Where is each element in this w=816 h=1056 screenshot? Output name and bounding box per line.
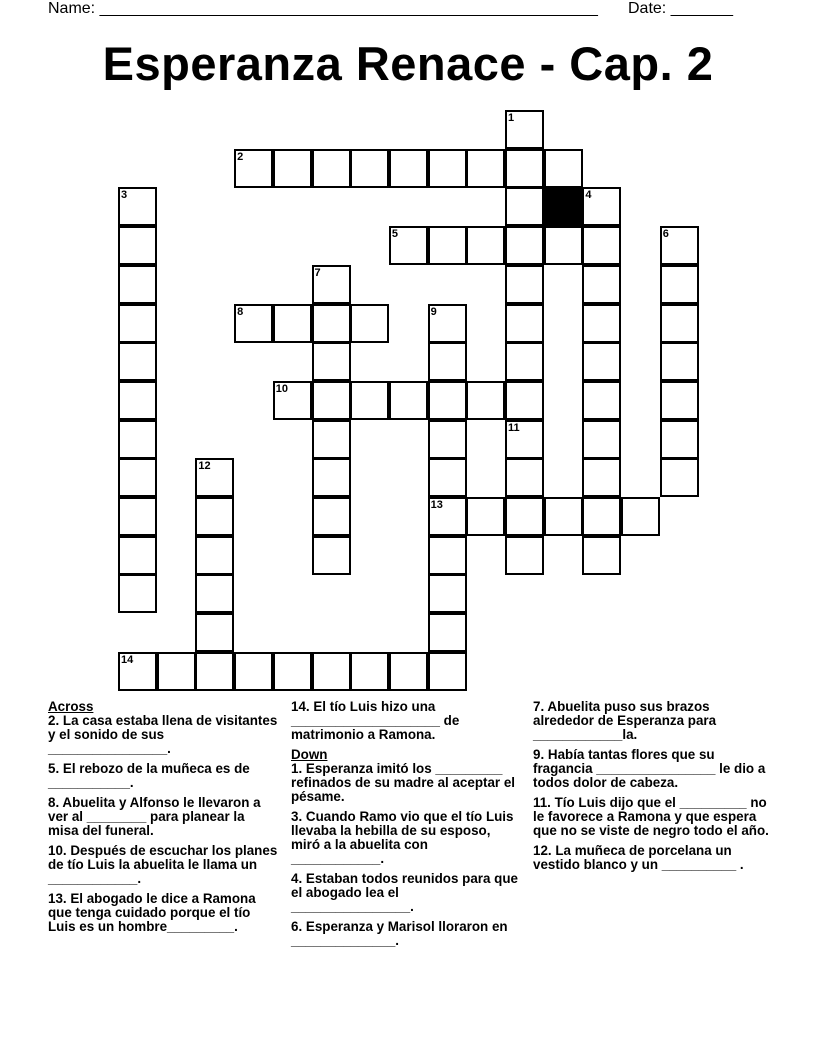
grid-cell[interactable] <box>582 187 621 226</box>
clue-across-10: 10. Después de escuchar los planes de tío Luis la abuelita le llama un ____________. <box>48 843 278 886</box>
grid-cell[interactable] <box>660 381 699 420</box>
grid-cell[interactable] <box>505 304 544 343</box>
grid-cell[interactable] <box>312 536 351 575</box>
grid-cell[interactable] <box>118 458 157 497</box>
grid-cell[interactable] <box>195 652 234 691</box>
grid-cell[interactable] <box>505 458 544 497</box>
grid-cell[interactable] <box>505 226 544 265</box>
grid-cell[interactable] <box>582 420 621 459</box>
clue-down-7: 7. Abuelita puso sus brazos alrededor de Esperanza para ____________la. <box>533 699 717 742</box>
name-line: Name: ________________________________________________________ <box>48 0 598 17</box>
grid-cell[interactable] <box>505 497 544 536</box>
clue-down-6: 6. Esperanza y Marisol lloraron en ______________. <box>291 919 508 948</box>
grid-cell[interactable] <box>544 149 583 188</box>
grid-cell[interactable] <box>544 226 583 265</box>
cell-number: 8 <box>237 305 244 318</box>
clue-down-3: 3. Cuando Ramo vio que el tío Luis llevaba la hebilla de su esposo, miró a la abuelita con ____________. <box>291 809 514 866</box>
grid-cell[interactable] <box>195 497 234 536</box>
grid-cell[interactable] <box>505 420 544 459</box>
grid-cell[interactable] <box>195 536 234 575</box>
grid-cell[interactable] <box>118 497 157 536</box>
grid-cell[interactable] <box>195 613 234 652</box>
grid-cell[interactable] <box>660 342 699 381</box>
grid-cell[interactable] <box>428 304 467 343</box>
grid-cell[interactable] <box>312 265 351 304</box>
grid-cell[interactable] <box>118 652 157 691</box>
grid-cell[interactable] <box>273 149 312 188</box>
grid-cell[interactable] <box>118 420 157 459</box>
grid-cell[interactable] <box>582 342 621 381</box>
grid-cell[interactable] <box>118 342 157 381</box>
cell-number: 2 <box>237 150 244 163</box>
clue-across-5: 5. El rebozo de la muñeca es de ___________. <box>48 761 250 790</box>
grid-cell[interactable] <box>660 304 699 343</box>
grid-cell[interactable] <box>312 149 351 188</box>
clues-column-3 <box>533 700 773 878</box>
down-heading: Down <box>291 747 328 762</box>
grid-cell[interactable] <box>466 381 505 420</box>
grid-cell[interactable] <box>312 420 351 459</box>
grid-cell[interactable] <box>312 342 351 381</box>
grid-cell[interactable] <box>582 458 621 497</box>
grid-cell[interactable] <box>389 226 428 265</box>
grid-cell[interactable] <box>273 304 312 343</box>
clue-across-13: 13. El abogado le dice a Ramona que tenga cuidado porque el tío Luis es un hombre_________. <box>48 891 256 934</box>
grid-cell[interactable] <box>273 652 312 691</box>
grid-cell[interactable] <box>428 458 467 497</box>
grid-cell[interactable] <box>118 574 157 613</box>
date-line: Date: _______ <box>628 0 733 17</box>
grid-cell[interactable] <box>505 149 544 188</box>
grid-cell[interactable] <box>505 536 544 575</box>
grid-cell[interactable] <box>234 652 273 691</box>
grid-cell[interactable] <box>157 652 196 691</box>
grid-cell[interactable] <box>466 226 505 265</box>
grid-cell[interactable] <box>544 497 583 536</box>
cell-number: 10 <box>275 382 289 395</box>
across-heading: Across <box>48 699 94 714</box>
grid-cell[interactable] <box>660 226 699 265</box>
cell-number: 9 <box>430 305 437 318</box>
grid-cell[interactable] <box>118 265 157 304</box>
grid-cell[interactable] <box>118 536 157 575</box>
grid-cell[interactable] <box>582 381 621 420</box>
clue-down-1: 1. Esperanza imitó los _________ refinados de su madre al aceptar el pésame. <box>291 761 516 804</box>
grid-cell[interactable] <box>389 652 428 691</box>
grid-cell[interactable] <box>505 110 544 149</box>
cell-number: 4 <box>585 189 592 202</box>
grid-cell[interactable] <box>428 381 467 420</box>
cell-number: 3 <box>121 189 128 202</box>
grid-cell[interactable] <box>505 187 544 226</box>
clue-across-14: 14. El tío Luis hizo una ____________________ de matrimonio a Ramona. <box>291 699 460 742</box>
grid-cell[interactable] <box>350 304 389 343</box>
cell-number: 12 <box>198 460 211 473</box>
grid-cell[interactable] <box>505 265 544 304</box>
grid-cell[interactable] <box>118 381 157 420</box>
grid-cell[interactable] <box>234 304 273 343</box>
grid-cell[interactable] <box>118 226 157 265</box>
grid-cell[interactable] <box>389 381 428 420</box>
grid-cell[interactable] <box>621 497 660 536</box>
grid-cell[interactable] <box>118 187 157 226</box>
grid-cell[interactable] <box>660 420 699 459</box>
clue-down-9: 9. Había tantas flores que su fragancia ________________ le dio a todos dolor de cabeza. <box>533 747 766 790</box>
grid-cell[interactable] <box>505 381 544 420</box>
page-title: Esperanza Renace - Cap. 2 <box>102 37 714 90</box>
grid-cell[interactable] <box>428 420 467 459</box>
grid-cell[interactable] <box>195 458 234 497</box>
grid-cell[interactable] <box>350 381 389 420</box>
grid-cell[interactable] <box>234 149 273 188</box>
cell-number: 7 <box>314 266 321 279</box>
grid-cell[interactable] <box>428 574 467 613</box>
grid-cell[interactable] <box>118 304 157 343</box>
grid-cell[interactable] <box>350 652 389 691</box>
grid-cell[interactable] <box>466 497 505 536</box>
grid-cell[interactable] <box>428 652 467 691</box>
grid-cell[interactable] <box>582 265 621 304</box>
cell-number: 13 <box>430 499 443 511</box>
clue-across-2: 2. La casa estaba llena de visitantes y el sonido de sus ________________. <box>48 713 278 756</box>
clue-down-12: 12. La muñeca de porcelana un vestido blanco y un __________ . <box>533 843 744 872</box>
grid-cell[interactable] <box>505 342 544 381</box>
grid-cell[interactable] <box>195 574 234 613</box>
clue-across-8: 8. Abuelita y Alfonso le llevaron a ver al ________ para planear la misa del funeral. <box>48 795 261 838</box>
grid-cell[interactable] <box>582 304 621 343</box>
grid-cell[interactable] <box>312 497 351 536</box>
grid-cell[interactable] <box>466 149 505 188</box>
cell-number: 11 <box>508 421 520 434</box>
grid-cell[interactable] <box>428 226 467 265</box>
grid-cell[interactable] <box>428 149 467 188</box>
grid-cell[interactable] <box>428 613 467 652</box>
cell-number: 5 <box>391 228 399 241</box>
grid-cell[interactable] <box>273 381 312 420</box>
grid-cell[interactable] <box>428 536 467 575</box>
grid-cell[interactable] <box>350 149 389 188</box>
grid-cell[interactable] <box>660 265 699 304</box>
cell-number: 6 <box>662 228 669 241</box>
grid-cell[interactable] <box>312 304 351 343</box>
grid-cell[interactable] <box>389 149 428 188</box>
grid-cell[interactable] <box>312 652 351 691</box>
black-cell <box>544 187 583 226</box>
cell-number: 1 <box>508 112 515 124</box>
grid-cell[interactable] <box>582 536 621 575</box>
grid-cell[interactable] <box>428 342 467 381</box>
grid-cell[interactable] <box>582 226 621 265</box>
grid-cell[interactable] <box>312 458 351 497</box>
grid-cell[interactable] <box>660 458 699 497</box>
cell-number: 14 <box>121 653 134 666</box>
grid-cell[interactable] <box>582 497 621 536</box>
clues-column-1 <box>48 700 278 940</box>
grid-cell[interactable] <box>312 381 351 420</box>
clue-down-4: 4. Estaban todos reunidos para que el abogado lea el ________________. <box>291 871 518 914</box>
clue-down-11: 11. Tío Luis dijo que el _________ no le favorece a Ramona y que espera que no se viste de negro todo el año. <box>533 795 769 838</box>
grid-cell[interactable] <box>428 497 467 536</box>
clues-column-2 <box>291 700 523 954</box>
